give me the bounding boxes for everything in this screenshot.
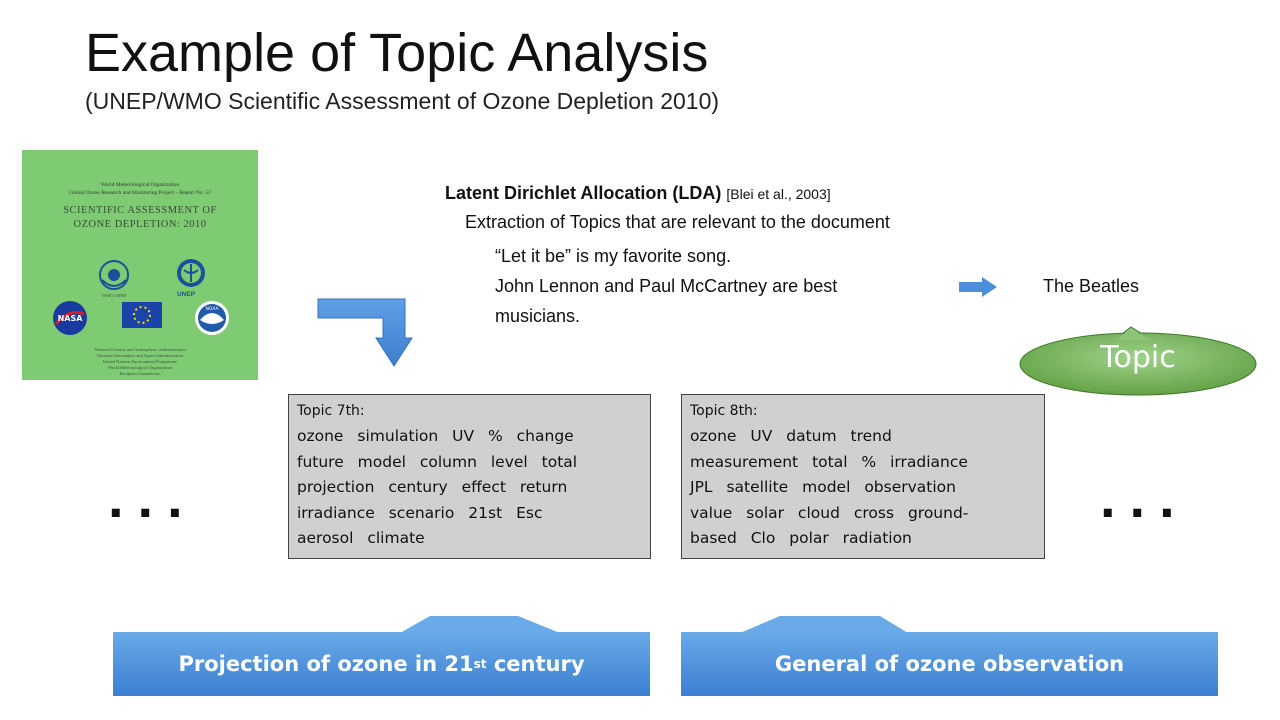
wmo-label: WMO OMM	[102, 293, 126, 298]
ellipsis-right: ...	[1100, 466, 1189, 529]
topic-8-interpretation-banner	[681, 632, 1218, 696]
banner-pointer-left	[400, 612, 570, 634]
eu-flag-icon	[122, 302, 162, 328]
topic-8-line: value solar cloud cross ground-	[690, 503, 969, 522]
cover-footer-3: United Nations Environment Programme	[102, 359, 178, 364]
slide-subtitle: (UNEP/WMO Scientific Assessment of Ozone Depletion 2010)	[85, 88, 720, 114]
topic-7-line: future model column level total	[297, 452, 578, 471]
topic-7-header: Topic 7th:	[297, 403, 365, 419]
lda-citation: [Blei et al., 2003]	[726, 186, 831, 202]
topic-7-interpretation-banner	[113, 632, 650, 696]
topic-label: Topic	[1100, 340, 1176, 375]
banner-right-text: General of ozone observation	[774, 652, 1125, 676]
cover-footer-4: World Meteorological Organization	[107, 365, 173, 370]
topic-8-box	[681, 394, 1045, 559]
topic-8-line: measurement total % irradiance	[690, 452, 968, 471]
cover-heading-2: OZONE DEPLETION: 2010	[73, 219, 207, 230]
bent-down-arrow-icon	[315, 296, 415, 368]
noaa-label: NOAA	[205, 307, 219, 312]
nasa-logo-icon	[50, 298, 90, 338]
cover-line-2: Global Ozone Research and Monitoring Project – Report No. 52	[69, 190, 211, 196]
noaa-logo-icon	[192, 298, 232, 338]
topic-8-line: JPL satellite model observation	[690, 478, 956, 496]
unep-label: UNEP	[177, 291, 196, 298]
slide-title: Example of Topic Analysis	[85, 23, 709, 83]
example-topic-result: The Beatles	[1043, 276, 1140, 296]
banner-left-tail: century	[486, 652, 585, 676]
topic-8-header: Topic 8th:	[690, 403, 758, 419]
banner-left-text: Projection of ozone in 21	[178, 652, 474, 676]
example-sentence-1: “Let it be” is my favorite song.	[495, 246, 732, 266]
topic-7-box	[288, 394, 651, 559]
example-sentence-2: John Lennon and Paul McCartney are best	[495, 276, 838, 296]
banner-pointer-right	[740, 612, 910, 634]
cover-line-1: World Meteorological Organization	[100, 182, 180, 188]
topic-8-line: ozone UV datum trend	[690, 427, 892, 445]
cover-heading-1: SCIENTIFIC ASSESSMENT OF	[63, 205, 217, 216]
cover-footer-2: National Aeronautics and Space Administration	[97, 353, 183, 358]
nasa-label: NASA	[57, 314, 83, 323]
lda-title: Latent Dirichlet Allocation (LDA)	[445, 183, 722, 203]
lda-heading	[445, 183, 831, 204]
banner-left-superscript: st	[473, 657, 487, 671]
topic-7-line: projection century effect return	[297, 478, 568, 496]
wmo-logo-icon	[97, 258, 131, 292]
topic-7-line: ozone simulation UV % change	[297, 427, 574, 445]
topic-8-line: based Clo polar radiation	[690, 529, 912, 547]
ellipsis-left: ...	[108, 466, 197, 529]
report-cover-image	[22, 150, 258, 380]
topic-7-line: aerosol climate	[297, 529, 425, 547]
lda-description: Extraction of Topics that are relevant to the document	[465, 212, 890, 232]
example-sentence-3: musicians.	[495, 306, 581, 326]
unep-logo-icon	[174, 256, 208, 290]
cover-footer-1: National Oceanic and Atmospheric Administration	[94, 347, 186, 352]
right-arrow-icon	[958, 276, 998, 298]
topic-7-line: irradiance scenario 21st Esc	[297, 503, 543, 522]
cover-footer-5: European Commission	[119, 371, 161, 376]
